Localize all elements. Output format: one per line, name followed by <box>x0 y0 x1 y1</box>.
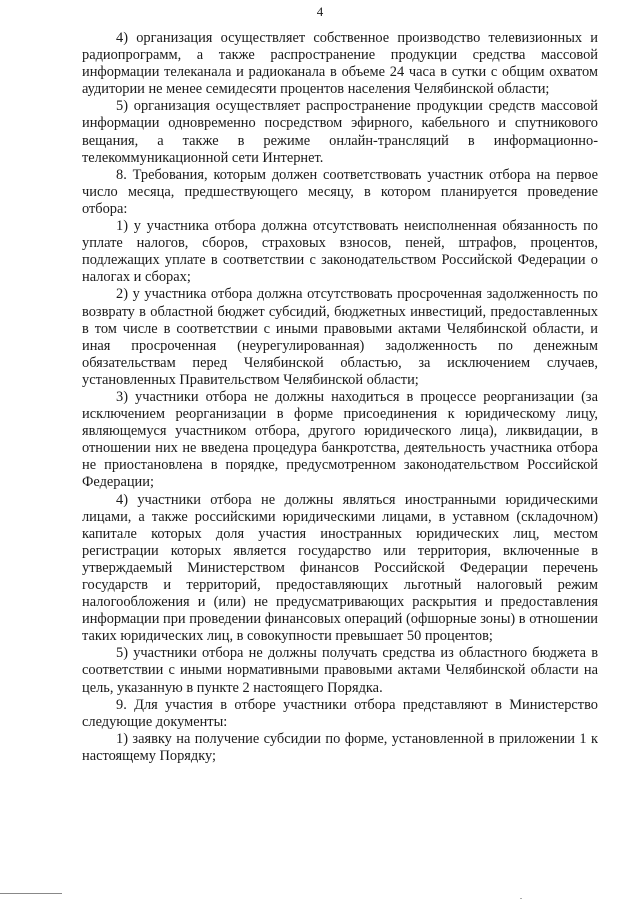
paragraph-section-8: 8. Требования, которым должен соответствовать участник отбора на первое число месяца, предшествующего месяцу, в котором планируется проведение отбора: <box>82 166 598 217</box>
paragraph-requirement-4: 4) участники отбора не должны являться иностранными юридическими лицами, а также российскими юридическими лицами, в уставном (складочном) капитале которых доля участия иностранных юридических лиц, местом регистрации которых является государство или территория, включенные в утверждаемый Министерством финансов Российской Федерации перечень государств и территорий, предоставляющих льготный налоговый режим налогообложения и (или) не предусматривающих раскрытия и предоставления информации при проведении финансовых операций (офшорные зоны) в отношении таких юридических лиц, в совокупности превышает 50 процентов; <box>82 491 598 645</box>
paragraph-document-1: 1) заявку на получение субсидии по форме, установленной в приложении 1 к настоящему Порядку; <box>82 730 598 764</box>
document-body <box>82 30 598 765</box>
scan-speck <box>520 898 522 899</box>
paragraph-item-5: 5) организация осуществляет распространение продукции средств массовой информации одновременно посредством эфирного, кабельного и спутникового вещания, а также в режиме онлайн-трансляций в информационно-телекоммуникационной сети Интернет. <box>82 98 598 166</box>
page-number: 4 <box>316 4 324 19</box>
paragraph-section-9: 9. Для участия в отборе участники отбора представляют в Министерство следующие документы: <box>82 696 598 730</box>
paragraph-requirement-2: 2) у участника отбора должна отсутствовать просроченная задолженность по возврату в областной бюджет субсидий, бюджетных инвестиций, предоставленных в том числе в соответствии с иными правовыми актами Челябинской области, и иная просроченная (неурегулированная) задолженность по денежным обязательствам перед Челябинской областью, за исключением случаев, установленных Правительством Челябинской области; <box>82 286 598 388</box>
footer-rule <box>0 893 62 894</box>
paragraph-item-4: 4) организация осуществляет собственное производство телевизионных и радиопрограмм, а также распространение продукции средства массовой информации телеканала и радиоканала в объеме 24 часа в сутки с общим охватом аудитории не менее семидесяти процентов населения Челябинской области; <box>82 30 598 98</box>
paragraph-requirement-5: 5) участники отбора не должны получать средства из областного бюджета в соответствии с иными нормативными правовыми актами Челябинской области на цель, указанную в пункте 2 настоящего Порядка. <box>82 645 598 696</box>
paragraph-requirement-3: 3) участники отбора не должны находиться в процессе реорганизации (за исключением реорганизации в форме присоединения к юридическому лицу, являющемуся участником отбора, другого юридического лица), ликвидации, в отношении них не введена процедура банкротства, деятельность участника отбора не приостановлена в порядке, предусмотренном законодательством Российской Федерации; <box>82 388 598 491</box>
paragraph-requirement-1: 1) у участника отбора должна отсутствовать неисполненная обязанность по уплате налогов, сборов, страховых взносов, пеней, штрафов, процентов, подлежащих уплате в соответствии с законодательством Российской Федерации о налогах и сборах; <box>82 218 598 286</box>
